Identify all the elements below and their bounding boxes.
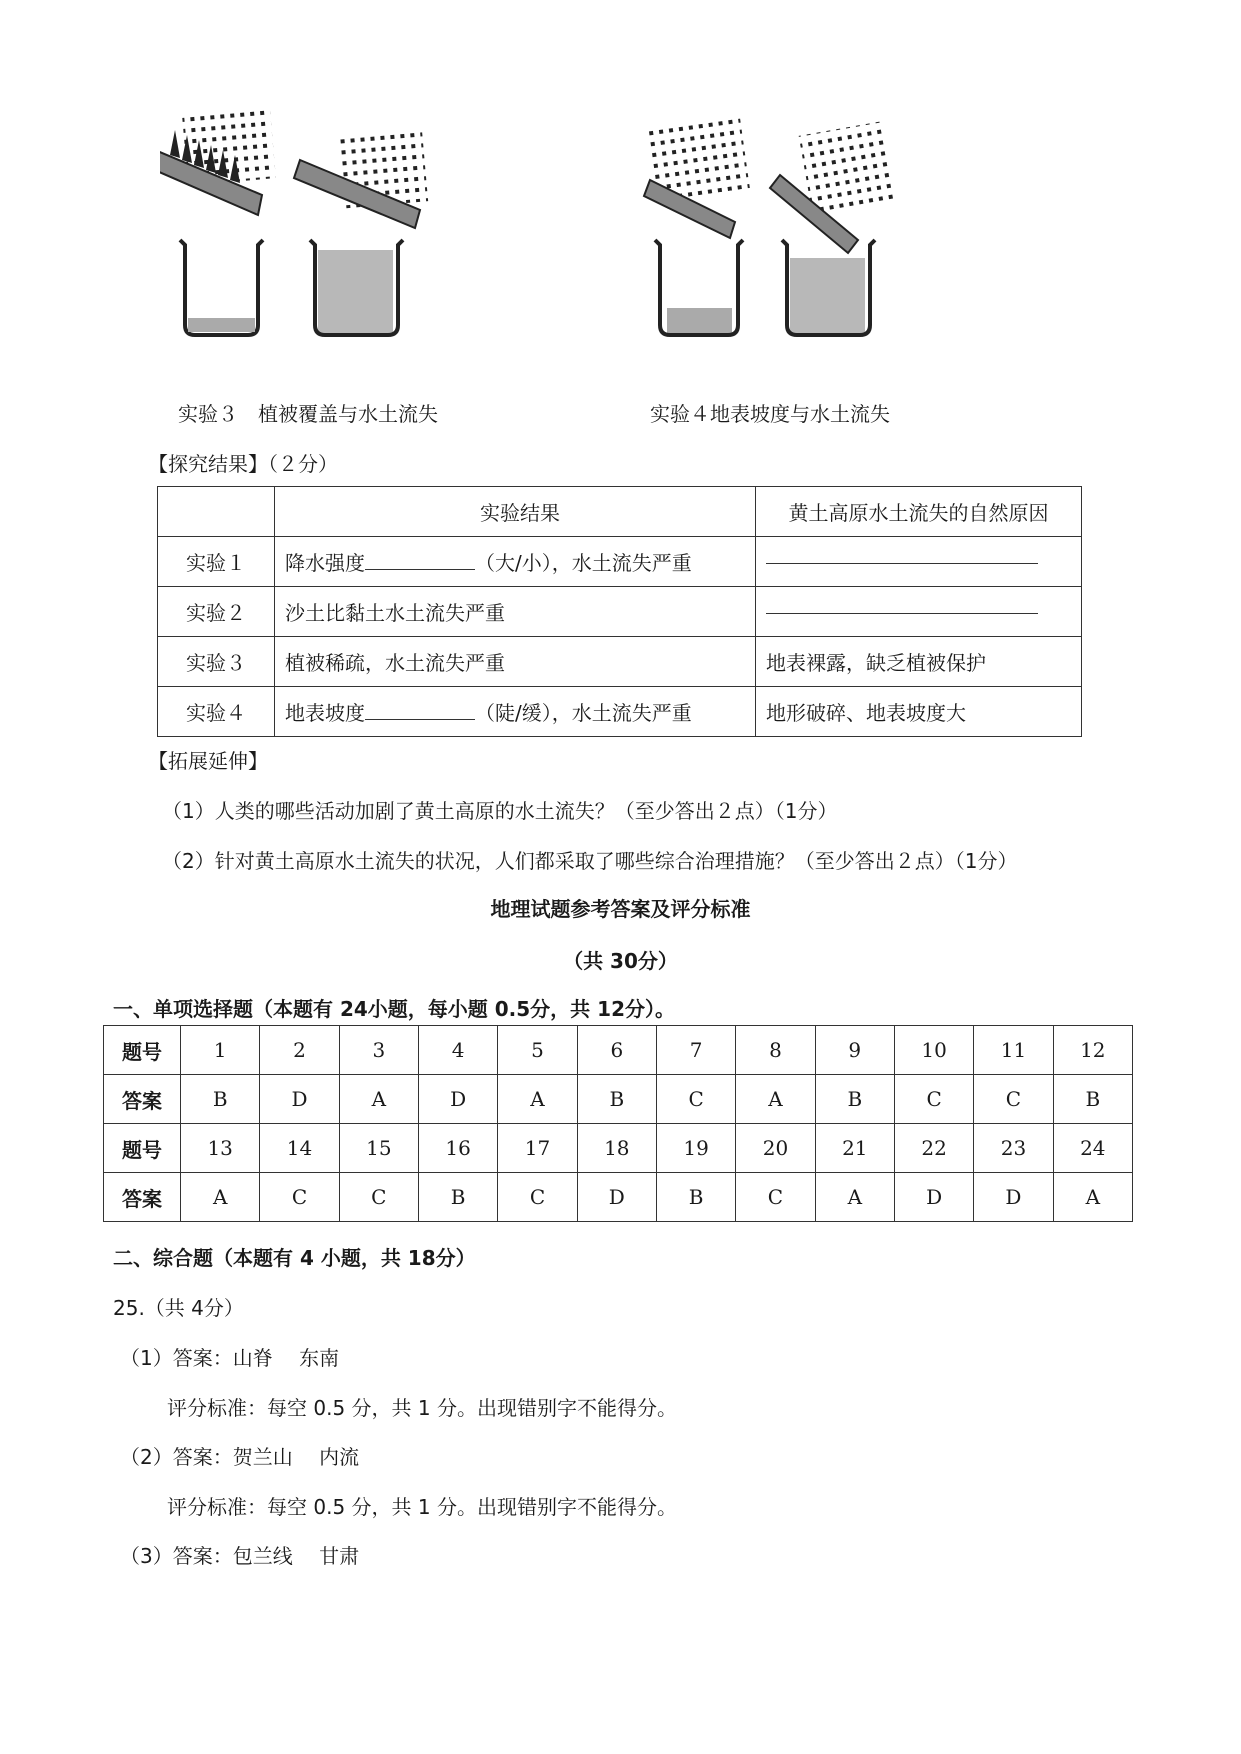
beaker-low-icon bbox=[655, 240, 743, 335]
beaker-muddy-icon bbox=[310, 240, 403, 335]
question-number: 8 bbox=[736, 1026, 815, 1075]
question-number: 15 bbox=[339, 1124, 418, 1173]
answer-letter: D bbox=[974, 1173, 1053, 1222]
header-cell: 黄土高原水土流失的自然原因 bbox=[756, 487, 1082, 537]
answer-letter: C bbox=[339, 1173, 418, 1222]
question-row-1 bbox=[104, 1026, 1133, 1075]
cause-text: 地表裸露，缺乏植被保护 bbox=[756, 637, 1082, 687]
question-number: 5 bbox=[498, 1026, 577, 1075]
experiment-4-illustration bbox=[630, 100, 950, 380]
section-2-heading: 二、综合题（本题有 4 小题，共 18分） bbox=[113, 1246, 476, 1270]
answer-letter: C bbox=[974, 1075, 1053, 1124]
answer-letter: A bbox=[815, 1173, 894, 1222]
answer-label: 答案 bbox=[104, 1075, 181, 1124]
scoring-25-2: 评分标准：每空 0.5 分，共 1 分。出现错别字不能得分。 bbox=[167, 1495, 677, 1519]
question-number: 13 bbox=[181, 1124, 260, 1173]
question-number: 17 bbox=[498, 1124, 577, 1173]
row-label: 实验３ bbox=[158, 637, 275, 687]
answer-letter: C bbox=[498, 1173, 577, 1222]
question-number: 2 bbox=[260, 1026, 339, 1075]
gentle-slope-icon bbox=[644, 114, 750, 238]
answer-25-1: （1）答案：山脊 东南 bbox=[120, 1346, 340, 1370]
cause-cell bbox=[756, 587, 1082, 637]
question-number: 14 bbox=[260, 1124, 339, 1173]
result-text: 地表坡度 bbox=[285, 701, 365, 725]
question-number: 22 bbox=[894, 1124, 973, 1173]
result-cell bbox=[275, 537, 756, 587]
result-text: 降水强度 bbox=[285, 551, 365, 575]
answer-letter: B bbox=[1053, 1075, 1132, 1124]
table-header-row bbox=[158, 487, 1082, 537]
question-number: 11 bbox=[974, 1026, 1053, 1075]
answer-letter: C bbox=[656, 1075, 735, 1124]
answer-letter: A bbox=[181, 1173, 260, 1222]
answer-letter: D bbox=[418, 1075, 497, 1124]
table-row bbox=[158, 687, 1082, 737]
experiment-4-caption: 实验４地表坡度与水土流失 bbox=[650, 402, 890, 426]
answer-letter: C bbox=[894, 1075, 973, 1124]
question-row-2 bbox=[104, 1124, 1133, 1173]
extension-question-2: （2）针对黄土高原水土流失的状况，人们都采取了哪些综合治理措施？（至少答出２点）（1分） bbox=[162, 849, 1018, 873]
answer-25-3: （3）答案：包兰线 甘肃 bbox=[120, 1544, 360, 1568]
header-cell bbox=[158, 487, 275, 537]
vegetated-slope-icon bbox=[160, 108, 276, 215]
answer-letter: B bbox=[656, 1173, 735, 1222]
result-text: 植被稀疏，水土流失严重 bbox=[275, 637, 756, 687]
answer-letter: B bbox=[418, 1173, 497, 1222]
question-25-heading: 25.（共 4分） bbox=[113, 1296, 244, 1320]
question-number: 3 bbox=[339, 1026, 418, 1075]
answer-letter: B bbox=[577, 1075, 656, 1124]
answer-table bbox=[103, 1025, 1133, 1222]
table-row bbox=[158, 637, 1082, 687]
answer-letter: D bbox=[260, 1075, 339, 1124]
question-label: 题号 bbox=[104, 1026, 181, 1075]
answer-row-2 bbox=[104, 1173, 1133, 1222]
answer-letter: A bbox=[498, 1075, 577, 1124]
answer-key-total: （共 30分） bbox=[563, 949, 678, 973]
table-row bbox=[158, 587, 1082, 637]
question-number: 4 bbox=[418, 1026, 497, 1075]
result-cell bbox=[275, 687, 756, 737]
answer-label: 答案 bbox=[104, 1173, 181, 1222]
row-label: 实验１ bbox=[158, 537, 275, 587]
result-suffix: （陡/缓），水土流失严重 bbox=[475, 701, 692, 725]
question-number: 12 bbox=[1053, 1026, 1132, 1075]
fill-blank[interactable] bbox=[766, 562, 1038, 564]
scoring-25-1: 评分标准：每空 0.5 分，共 1 分。出现错别字不能得分。 bbox=[167, 1396, 677, 1420]
question-number: 18 bbox=[577, 1124, 656, 1173]
fill-blank[interactable] bbox=[766, 612, 1038, 614]
result-suffix: （大/小），水土流失严重 bbox=[475, 551, 692, 575]
answer-25-2: （2）答案：贺兰山 内流 bbox=[120, 1445, 360, 1469]
answer-letter: A bbox=[736, 1075, 815, 1124]
question-number: 1 bbox=[181, 1026, 260, 1075]
answer-letter: B bbox=[181, 1075, 260, 1124]
answer-letter: C bbox=[260, 1173, 339, 1222]
fill-blank[interactable] bbox=[365, 568, 475, 570]
question-number: 16 bbox=[418, 1124, 497, 1173]
answer-letter: A bbox=[339, 1075, 418, 1124]
answer-letter: D bbox=[577, 1173, 656, 1222]
answer-letter: C bbox=[736, 1173, 815, 1222]
question-number: 10 bbox=[894, 1026, 973, 1075]
experiment-3-caption: 实验３ 植被覆盖与水土流失 bbox=[178, 402, 438, 426]
result-text: 沙土比黏土水土流失严重 bbox=[275, 587, 756, 637]
question-number: 21 bbox=[815, 1124, 894, 1173]
answer-key-title: 地理试题参考答案及评分标准 bbox=[490, 897, 751, 921]
question-number: 20 bbox=[736, 1124, 815, 1173]
answer-letter: D bbox=[894, 1173, 973, 1222]
extension-question-1: （1）人类的哪些活动加剧了黄土高原的水土流失？（至少答出２点）（1分） bbox=[162, 799, 838, 823]
question-number: 7 bbox=[656, 1026, 735, 1075]
question-number: 9 bbox=[815, 1026, 894, 1075]
question-label: 题号 bbox=[104, 1124, 181, 1173]
experiment-3-illustration bbox=[160, 100, 480, 380]
experiment-results-table bbox=[157, 486, 1082, 737]
answer-letter: A bbox=[1053, 1173, 1132, 1222]
question-number: 19 bbox=[656, 1124, 735, 1173]
steep-slope-icon bbox=[770, 121, 896, 253]
header-cell: 实验结果 bbox=[275, 487, 756, 537]
table-row bbox=[158, 537, 1082, 587]
bare-slope-icon bbox=[294, 126, 428, 228]
row-label: 实验４ bbox=[158, 687, 275, 737]
extension-title: 【拓展延伸】 bbox=[148, 749, 268, 773]
answer-row-1 bbox=[104, 1075, 1133, 1124]
answer-letter: B bbox=[815, 1075, 894, 1124]
question-number: 6 bbox=[577, 1026, 656, 1075]
question-number: 23 bbox=[974, 1124, 1053, 1173]
cause-text: 地形破碎、地表坡度大 bbox=[756, 687, 1082, 737]
row-label: 实验２ bbox=[158, 587, 275, 637]
result-section-title: 【探究结果】（２分） bbox=[148, 452, 338, 476]
beaker-high-icon bbox=[782, 240, 875, 335]
section-1-heading: 一、单项选择题（本题有 24小题，每小题 0.5分，共 12分）。 bbox=[113, 997, 675, 1021]
cause-cell bbox=[756, 537, 1082, 587]
fill-blank[interactable] bbox=[365, 718, 475, 720]
question-number: 24 bbox=[1053, 1124, 1132, 1173]
